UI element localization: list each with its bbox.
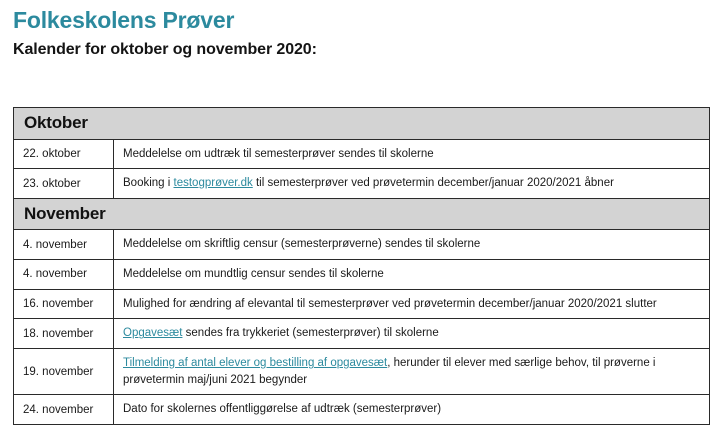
month-header-label: Oktober [14, 108, 710, 140]
description-cell [114, 395, 710, 425]
table-row [14, 289, 710, 319]
description-link[interactable]: Opgavesæt [123, 327, 183, 340]
date-cell: 4. november [14, 230, 114, 260]
description-text-before: Meddelelse om mundtlig censur sendes til skolerne [123, 268, 384, 281]
date-cell: 18. november [14, 319, 114, 349]
description-cell [114, 169, 710, 199]
table-row [14, 260, 710, 290]
calendar-table-body [14, 108, 710, 425]
page-title: Folkeskolens Prøver [13, 7, 235, 33]
description-link[interactable]: testogprøver.dk [173, 177, 253, 190]
description-text-after: til semesterprøver ved prøvetermin december/januar 2020/2021 åbner [252, 177, 614, 190]
date-cell: 24. november [14, 395, 114, 425]
table-row [14, 349, 710, 395]
page-subtitle: Kalender for oktober og november 2020: [13, 41, 317, 59]
date-cell: 16. november [14, 289, 114, 319]
description-text-after: sendes fra trykkeriet (semesterprøver) til skolerne [182, 327, 439, 340]
description-cell [114, 289, 710, 319]
month-header-row [14, 108, 710, 140]
date-cell: 22. oktober [14, 139, 114, 169]
table-row [14, 139, 710, 169]
date-cell: 23. oktober [14, 169, 114, 199]
table-row [14, 395, 710, 425]
date-cell: 19. november [14, 349, 114, 395]
description-link[interactable]: Tilmelding af antal elever og bestilling af opgavesæt [123, 357, 388, 370]
calendar-table [13, 107, 710, 425]
description-cell [114, 260, 710, 290]
table-row [14, 169, 710, 199]
description-text-before: Mulighed for ændring af elevantal til semesterprøver ved prøvetermin december/januar 2020/2021 slutter [123, 297, 657, 310]
description-cell [114, 319, 710, 349]
date-cell: 4. november [14, 260, 114, 290]
description-text-before: Meddelelse om skriftlig censur (semesterprøverne) sendes til skolerne [123, 238, 481, 251]
table-row [14, 230, 710, 260]
description-cell [114, 139, 710, 169]
description-text-before: Dato for skolernes offentliggørelse af udtræk (semesterprøver) [123, 403, 442, 416]
description-cell [114, 230, 710, 260]
table-row [14, 319, 710, 349]
description-text-after: , herunder til elever med særlige behov, til prøverne i prøvetermin maj/juni 2021 begynder [123, 357, 656, 386]
description-text-before: Booking i [123, 177, 174, 190]
header-block [0, 0, 721, 59]
month-header-row [14, 198, 710, 230]
month-header-label: November [14, 198, 710, 230]
description-text-before: Meddelelse om udtræk til semesterprøver sendes til skolerne [123, 147, 434, 160]
description-cell [114, 349, 710, 395]
